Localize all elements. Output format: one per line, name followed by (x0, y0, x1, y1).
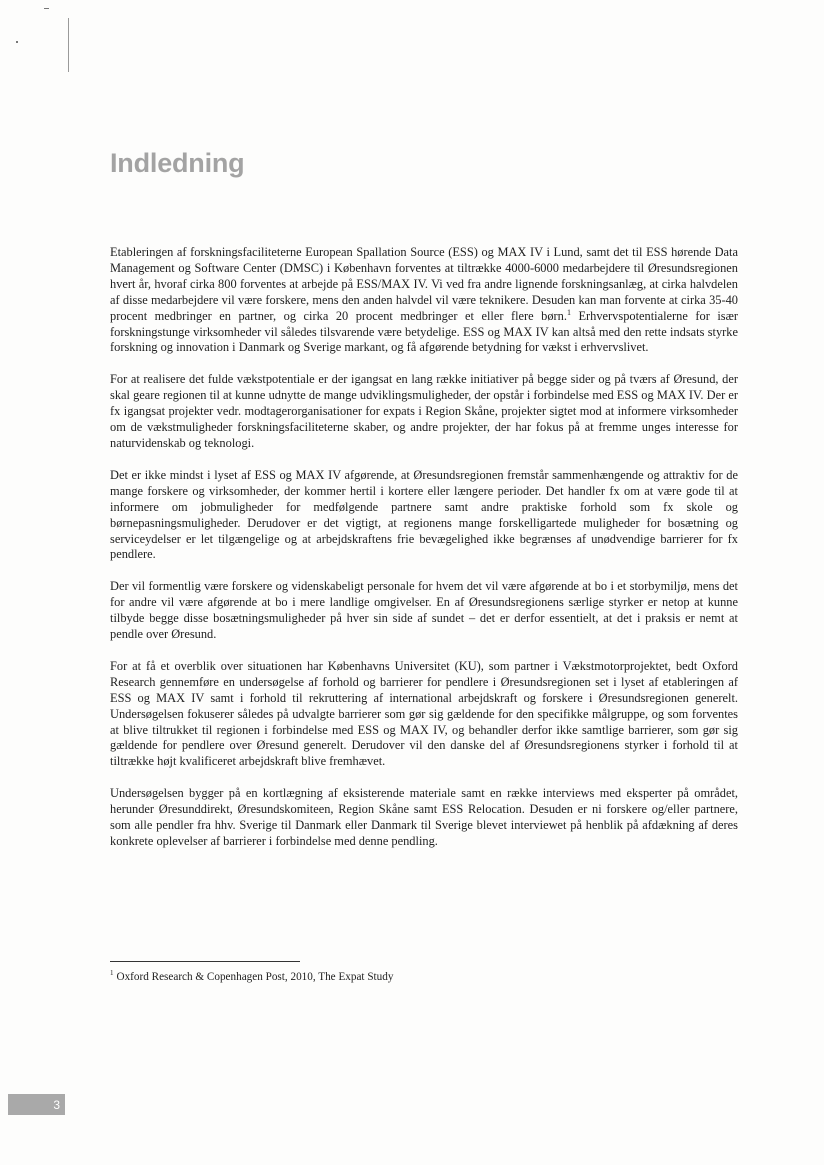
footnote-text: Oxford Research & Copenhagen Post, 2010, The Expat Study (116, 971, 394, 983)
footnote-divider (110, 961, 300, 962)
body-text (110, 245, 738, 866)
paragraph-5: For at få et overblik over situationen har Københavns Universitet (KU), som partner i Vækstmotorprojektet, bedt Oxford Research gennemføre en undersøgelse af forhold og barrierer for pendlere i Øresundsregionen set i lyset af etableringen af ESS og MAX IV samt i forhold til rekruttering af international arbejdskraft og forskere i Øresundsregionen generelt. Undersøgelsen fokuserer således på udvalgte barrierer som gør sig gældende for den specifikke målgruppe, og som forventes at blive tiltrukket til regionen i forbindelse med ESS og MAX IV, og behandler derfor ikke samtlige barrierer, som gør sig gældende for pendlere over Øresund generelt. Derudover vil den danske del af Øresundsregionens styrker i forhold til at tiltrække højt kvalificeret arbejdskraft blive fremhævet. (110, 658, 738, 769)
footnote-number: 1 (110, 969, 114, 978)
paragraph-6: Undersøgelsen bygger på en kortlægning af eksisterende materiale samt en række interviews med eksperter på området, herunder Øresunddirekt, Øresundskomiteen, Region Skåne samt ESS Relocation. Desuden er ni forskere og/eller partnere, som alle pendler fra hhv. Sverige til Danmark eller Danmark til Sverige blevet interviewet på henblik på afdækning af deres konkrete oplevelser af barrierer i forbindelse med denne pendling. (110, 786, 738, 848)
page-number: 3 (53, 1097, 60, 1112)
page-number-tab (8, 1094, 65, 1115)
paragraph-2: For at realisere det fulde vækstpotentiale er der igangsat en lang række initiativer på begge sider og på tværs af Øresund, der skal geare regionen til at kunne udnytte de mange udviklingsmuligheder, der opstår i forbindelse med ESS og MAX IV. Der er fx igangsat projekter vedr. modtagerorganisationer for expats i Region Skåne, projekter sigtet mod at informere virksomheder om de vækstmuligheder forskningsfaciliteterne skaber, og andre projekter, der har fokus på at fremme unges interesse for naturvidenskab og teknologi. (110, 372, 738, 450)
footnote-reference[interactable]: 1 (566, 307, 571, 317)
page-title: Indledning (110, 148, 245, 178)
paragraph-3: Det er ikke mindst i lyset af ESS og MAX IV afgørende, at Øresundsregionen fremstår sammenhængende og attraktiv for de mange forskere og virksomheder, der kommer hertil i kortere eller længere perioder. Det handler fx om at være gode til at informere om jobmuligheder for medfølgende partnere samt andre praktiske forhold som fx skole og børnepasningsmuligheder. Derudover er det vigtigt, at regionens mange forskelligartede muligheder for bosætning og serviceydelser er let tilgængelige og at arbejdskraftens frie bevægelighed ikke begrænses af unødvendige barrierer for fx pendlere. (110, 467, 738, 562)
scan-dot (16, 41, 18, 43)
paragraph-1-text: Etableringen af forskningsfaciliteterne European Spallation Source (ESS) og MAX IV i Lund, samt det til ESS hørende Data Management og Software Center (DMSC) i København forventes at tiltrække 4000-6000 medarbejdere til Øresundsregionen hvert år, hvoraf cirka 800 forventes at arbejde på ESS/MAX IV. Vi ved fra andre lignende forskningsanlæg, at cirka halvdelen af disse medarbejdere vil være forskere, mens den anden halvdel vil være teknikere. Desuden kan man forvente at cirka 35-40 procent medbringer en partner, og cirka 20 procent medbringer et eller flere børn. (110, 245, 738, 323)
footnote (110, 970, 393, 984)
scan-mark (44, 8, 49, 9)
paragraph-1-continuation: Erhvervspotentialerne for især forskningstunge virksomheder vil således tilsvarende være betydelige. ESS og MAX IV kan altså med den rette indsats styrke forskning og innovation i Danmark og Sverige markant, og få afgørende betydning for vækst i erhvervslivet. (110, 308, 738, 355)
paragraph-1 (110, 245, 738, 356)
scan-line (68, 18, 69, 72)
paragraph-4: Der vil formentlig være forskere og videnskabeligt personale for hvem det vil være afgørende at bo i et storbymiljø, mens det for andre vil være afgørende at bo i mere landlige omgivelser. En af Øresundsregionens særlige styrker er netop at kunne tilbyde begge disse bosætningsmuligheder på hver sin side af sundet – det er derfor essentielt, at det i praksis er nemt at pendle over Øresund. (110, 579, 738, 642)
